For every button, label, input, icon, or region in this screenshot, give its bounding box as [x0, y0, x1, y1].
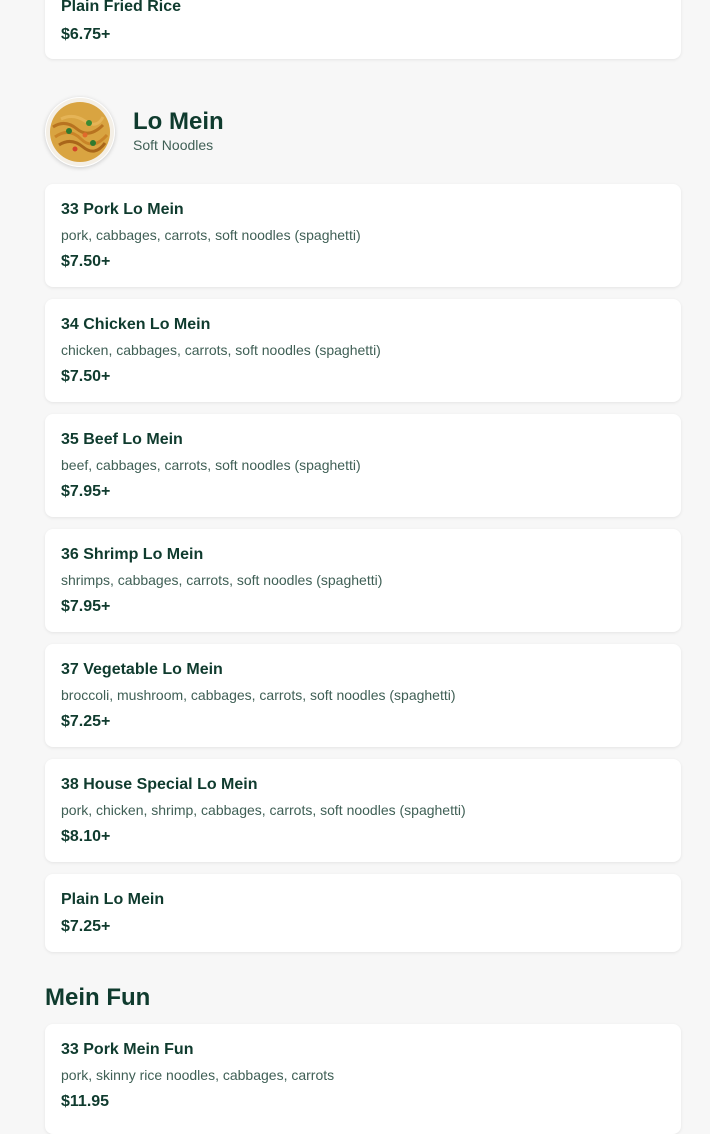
menu-item-description: broccoli, mushroom, cabbages, carrots, soft noodles (spaghetti) — [61, 687, 456, 703]
menu-item-price: $11.95 — [61, 1093, 110, 1110]
menu-item-name: 36 Shrimp Lo Mein — [61, 546, 204, 563]
menu-item-price: $7.95+ — [61, 598, 111, 615]
menu-item-card[interactable] — [45, 759, 681, 862]
menu-item-description: chicken, cabbages, carrots, soft noodles (spaghetti) — [61, 342, 381, 358]
menu-item-name: 35 Beef Lo Mein — [61, 431, 183, 448]
section-header-mein-fun — [45, 982, 681, 1016]
menu-item-card[interactable] — [45, 1024, 681, 1134]
menu-item-price: $7.50+ — [61, 368, 111, 385]
menu-item-card[interactable] — [45, 529, 681, 632]
menu-item-description: beef, cabbages, carrots, soft noodles (spaghetti) — [61, 457, 361, 473]
menu-item-name: 38 House Special Lo Mein — [61, 776, 258, 793]
menu-item-price: $7.95+ — [61, 483, 111, 500]
noodle-dish-photo-icon — [45, 97, 115, 167]
menu-item-name: 33 Pork Mein Fun — [61, 1041, 194, 1058]
menu-item-description: pork, chicken, shrimp, cabbages, carrots, soft noodles (spaghetti) — [61, 802, 466, 818]
menu-item-card[interactable] — [45, 874, 681, 952]
menu-item-card[interactable] — [45, 414, 681, 517]
section-title: Lo Mein — [133, 108, 224, 135]
menu-item-card[interactable] — [45, 299, 681, 402]
menu-item-description: pork, skinny rice noodles, cabbages, carrots — [61, 1067, 335, 1083]
menu-item-card[interactable] — [45, 184, 681, 287]
menu-item-price: $7.50+ — [61, 253, 111, 270]
menu-item-price: $7.25+ — [61, 713, 111, 730]
menu-item-name: Plain Lo Mein — [61, 891, 165, 908]
menu-item-card[interactable] — [45, 0, 681, 59]
menu-item-card[interactable] — [45, 644, 681, 747]
menu-item-name: 34 Chicken Lo Mein — [61, 316, 211, 333]
menu-item-name: Plain Fried Rice — [61, 0, 182, 15]
menu-item-description: shrimps, cabbages, carrots, soft noodles (spaghetti) — [61, 572, 383, 588]
section-header-lo-mein — [45, 97, 681, 167]
section-title: Mein Fun — [45, 984, 151, 1011]
menu-item-price: $8.10+ — [61, 828, 111, 845]
menu-item-name: 33 Pork Lo Mein — [61, 201, 184, 218]
menu-item-description: pork, cabbages, carrots, soft noodles (spaghetti) — [61, 227, 361, 243]
menu-item-price: $7.25+ — [61, 918, 111, 935]
menu-item-price: $6.75+ — [61, 26, 111, 43]
menu-item-name: 37 Vegetable Lo Mein — [61, 661, 223, 678]
section-subtitle: Soft Noodles — [133, 137, 214, 153]
